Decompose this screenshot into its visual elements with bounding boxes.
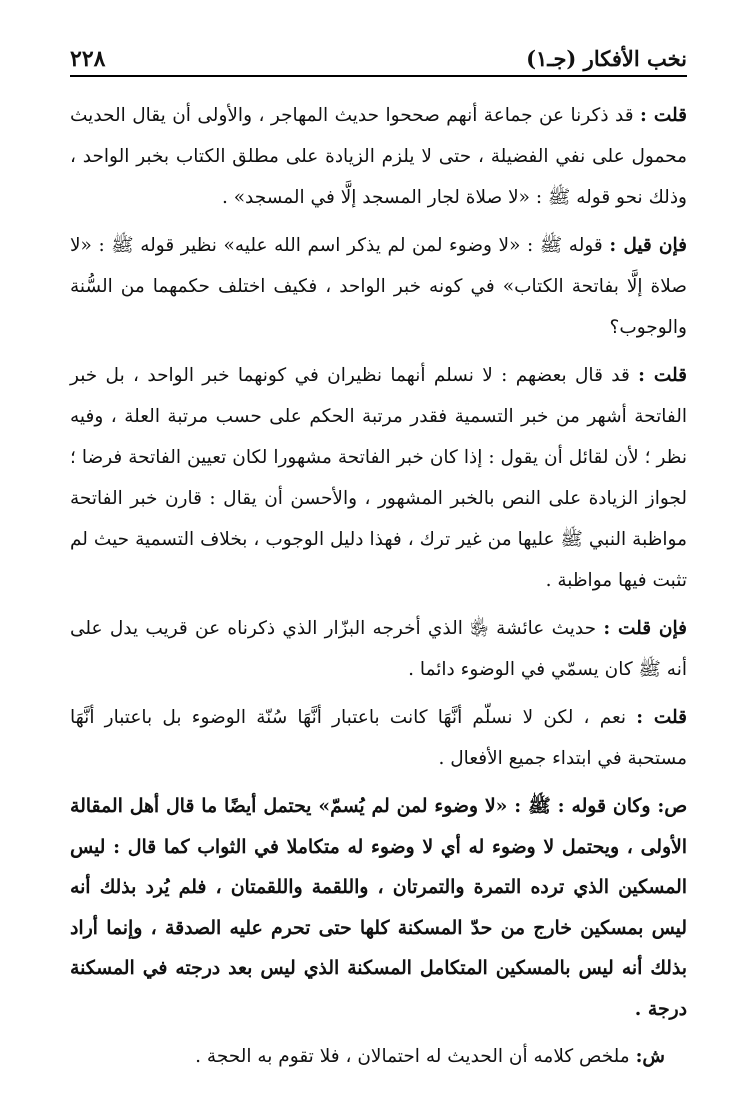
paragraph-text: حديث عائشة ﵂ الذي أخرجه البزّار الذي ذكرناه عن قريب يدل على أنه ﷺ كان يسمّي في الوضوء دائما . [70, 618, 687, 680]
header-rule [70, 75, 687, 77]
book-page [70, 42, 687, 1105]
paragraph-lead: ش: [635, 1046, 665, 1067]
paragraph-fa-in-qila [70, 225, 687, 348]
paragraph-lead: ص: [657, 795, 687, 817]
paragraph-text: وكان قوله : ﷺ : «لا وضوء لمن لم يُسمّ» يحتمل أيضًا ما قال أهل المقالة الأولى ، ويحتمل لا وضوء له أي لا وضوء له متكاملا في الثواب كما قال : ليس المسكين الذي ترده التمرة والتمرتان ، واللقمة واللقمتان ، فلم يُرد بذلك أنه ليس بمسكين خارج من حدّ المسكنة كلها حتى تحرم عليه الصدقة ، وإنما أراد بذلك أنه ليس بالمسكين المتكامل المسكنة الذي ليس بعد درجته في المسكنة درجة . [70, 795, 687, 1020]
paragraph-text: ملخص كلامه أن الحديث له احتمالان ، فلا تقوم به الحجة . [195, 1046, 636, 1067]
paragraph-qultu-1 [70, 95, 687, 218]
paragraph-lead: فإن قيل : [609, 235, 687, 256]
paragraph-lead: فإن قلت : [603, 618, 687, 639]
paragraph-fa-in-qulta [70, 608, 687, 690]
paragraph-qultu-3 [70, 697, 687, 779]
page-content [70, 95, 687, 1077]
page-number: ٢٢٨ [70, 46, 106, 72]
paragraph-text: قد ذكرنا عن جماعة أنهم صححوا حديث المهاجر ، والأولى أن يقال الحديث محمول على نفي الفضيلة ، حتى لا يلزم الزيادة على مطلق الكتاب بخبر الواحد ، وذلك نحو قوله ﷺ : «لا صلاة لجار المسجد إلَّا في المسجد» . [70, 105, 687, 208]
paragraph-text: قد قال بعضهم : لا نسلم أنهما نظيران في كونهما خبر الواحد ، بل خبر الفاتحة أشهر من خبر التسمية فقدر مرتبة الحكم على حسب مرتبة العلة ، وفيه نظر ؛ لأن لقائل أن يقول : إذا كان خبر الفاتحة مشهورا لكان تعيين الفاتحة فرضا ؛ لجواز الزيادة على النص بالخبر المشهور ، والأحسن أن يقال : قارن خبر الفاتحة مواظبة النبي ﷺ عليها من غير ترك ، فهذا دليل الوجوب ، بخلاف التسمية حيث لم تثبت فيها مواظبة . [70, 365, 687, 591]
paragraph-lead: قلت : [638, 365, 687, 386]
paragraph-text: قوله ﷺ : «لا وضوء لمن لم يذكر اسم الله عليه» نظير قوله ﷺ : «لا صلاة إلَّا بفاتحة الكتاب» في كونه خبر الواحد ، فكيف اختلف حكمهما من السُّنة والوجوب؟ [70, 235, 687, 338]
book-title: نخب الأفكار (جـ١) [526, 46, 687, 71]
paragraph-lead: قلت : [636, 707, 687, 728]
paragraph-text: نعم ، لكن لا نسلّم أنَّهَا كانت باعتبار أنَّهَا سُنّة الوضوء بل باعتبار أنَّهَا مستحبة في ابتداء جميع الأفعال . [70, 707, 687, 769]
paragraph-lead: قلت : [640, 105, 687, 126]
paragraph-qultu-2 [70, 355, 687, 601]
paragraph-matn [70, 786, 687, 1029]
running-header [70, 42, 687, 75]
paragraph-sharh [70, 1036, 687, 1077]
